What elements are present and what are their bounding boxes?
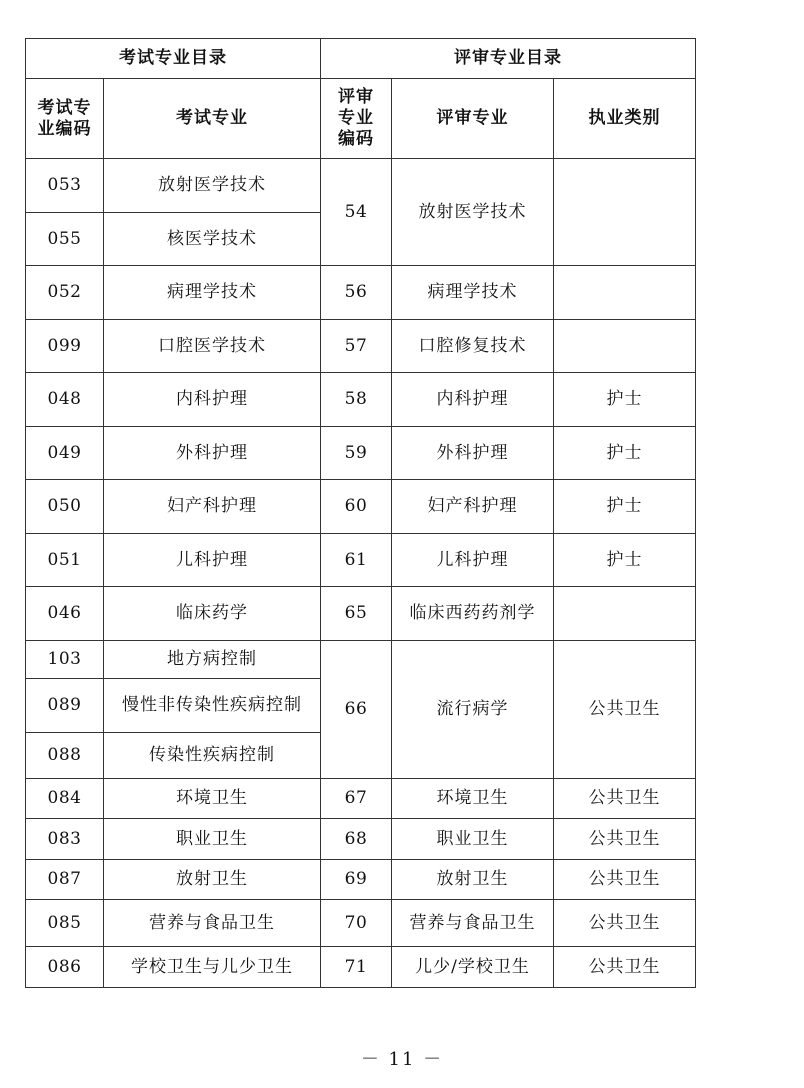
- exam-major-cell: 传染性疾病控制: [104, 733, 321, 779]
- table-row: [26, 779, 696, 819]
- exam-code-cell: 051: [26, 534, 104, 587]
- review-major-cell: 儿科护理: [392, 534, 554, 587]
- exam-code-header: 考试专业编码: [26, 79, 104, 159]
- exam-code-cell: 088: [26, 733, 104, 779]
- table-row: [26, 320, 696, 373]
- review-major-cell: 妇产科护理: [392, 480, 554, 534]
- review-major-cell: 口腔修复技术: [392, 320, 554, 373]
- exam-major-cell: 放射卫生: [104, 860, 321, 900]
- exam-major-cell: 妇产科护理: [104, 480, 321, 534]
- exam-code-cell: 055: [26, 213, 104, 266]
- exam-major-cell: 内科护理: [104, 373, 321, 427]
- exam-major-header: 考试专业: [104, 79, 321, 159]
- exam-major-cell: 营养与食品卫生: [104, 900, 321, 947]
- review-major-cell: 放射医学技术: [392, 159, 554, 266]
- table-row: [26, 427, 696, 480]
- review-code-cell: 66: [321, 641, 392, 779]
- category-cell: 公共卫生: [554, 641, 696, 779]
- category-cell: 护士: [554, 373, 696, 427]
- review-major-cell: 营养与食品卫生: [392, 900, 554, 947]
- page-number: － 11 －: [360, 1049, 444, 1070]
- exam-major-cell: 地方病控制: [104, 641, 321, 679]
- review-code-cell: 67: [321, 779, 392, 819]
- exam-code-cell: 083: [26, 819, 104, 860]
- exam-code-cell: 089: [26, 679, 104, 733]
- exam-major-cell: 口腔医学技术: [104, 320, 321, 373]
- table-row: [26, 480, 696, 534]
- exam-code-cell: 048: [26, 373, 104, 427]
- review-catalog-header: 评审专业目录: [321, 39, 696, 79]
- category-cell: 护士: [554, 427, 696, 480]
- table-row: [26, 947, 696, 988]
- table-row: [26, 534, 696, 587]
- group-header-row: [26, 39, 696, 79]
- category-cell: 公共卫生: [554, 947, 696, 988]
- review-code-cell: 59: [321, 427, 392, 480]
- exam-code-cell: 053: [26, 159, 104, 213]
- review-major-cell: 放射卫生: [392, 860, 554, 900]
- exam-code-cell: 085: [26, 900, 104, 947]
- review-major-cell: 职业卫生: [392, 819, 554, 860]
- review-major-cell: 儿少/学校卫生: [392, 947, 554, 988]
- exam-major-cell: 外科护理: [104, 427, 321, 480]
- exam-major-cell: 环境卫生: [104, 779, 321, 819]
- table-row: [26, 159, 696, 213]
- exam-major-cell: 职业卫生: [104, 819, 321, 860]
- category-cell: 护士: [554, 480, 696, 534]
- exam-code-cell: 049: [26, 427, 104, 480]
- review-code-cell: 56: [321, 266, 392, 320]
- exam-major-cell: 儿科护理: [104, 534, 321, 587]
- table-row: [26, 373, 696, 427]
- review-code-cell: 58: [321, 373, 392, 427]
- exam-code-cell: 087: [26, 860, 104, 900]
- review-major-cell: 临床西药药剂学: [392, 587, 554, 641]
- column-header-row: [26, 79, 696, 159]
- exam-major-cell: 病理学技术: [104, 266, 321, 320]
- major-catalog-table: [25, 38, 696, 988]
- category-cell: 护士: [554, 534, 696, 587]
- review-major-cell: 病理学技术: [392, 266, 554, 320]
- review-code-cell: 70: [321, 900, 392, 947]
- table-row: [26, 860, 696, 900]
- review-major-cell: 环境卫生: [392, 779, 554, 819]
- review-code-cell: 60: [321, 480, 392, 534]
- practice-category-header: 执业类别: [554, 79, 696, 159]
- review-major-cell: 外科护理: [392, 427, 554, 480]
- exam-code-cell: 084: [26, 779, 104, 819]
- review-major-cell: 流行病学: [392, 641, 554, 779]
- review-major-cell: 内科护理: [392, 373, 554, 427]
- category-cell: [554, 266, 696, 320]
- category-cell: [554, 587, 696, 641]
- review-code-cell: 71: [321, 947, 392, 988]
- review-code-cell: 65: [321, 587, 392, 641]
- category-cell: [554, 159, 696, 266]
- exam-major-cell: 临床药学: [104, 587, 321, 641]
- category-cell: 公共卫生: [554, 819, 696, 860]
- exam-code-cell: 099: [26, 320, 104, 373]
- category-cell: 公共卫生: [554, 779, 696, 819]
- exam-code-cell: 052: [26, 266, 104, 320]
- review-code-cell: 61: [321, 534, 392, 587]
- category-cell: [554, 320, 696, 373]
- table-row: [26, 587, 696, 641]
- category-cell: 公共卫生: [554, 900, 696, 947]
- review-major-header: 评审专业: [392, 79, 554, 159]
- exam-major-cell: 慢性非传染性疾病控制: [104, 679, 321, 733]
- review-code-cell: 68: [321, 819, 392, 860]
- category-cell: 公共卫生: [554, 860, 696, 900]
- exam-major-cell: 放射医学技术: [104, 159, 321, 213]
- review-code-header: 评审专业编码: [321, 79, 392, 159]
- table-row: [26, 266, 696, 320]
- review-code-cell: 54: [321, 159, 392, 266]
- exam-code-cell: 103: [26, 641, 104, 679]
- exam-major-cell: 核医学技术: [104, 213, 321, 266]
- review-code-cell: 69: [321, 860, 392, 900]
- exam-catalog-header: 考试专业目录: [26, 39, 321, 79]
- table-row: [26, 641, 696, 679]
- exam-major-cell: 学校卫生与儿少卫生: [104, 947, 321, 988]
- table-row: [26, 819, 696, 860]
- exam-code-cell: 046: [26, 587, 104, 641]
- exam-code-cell: 050: [26, 480, 104, 534]
- exam-code-cell: 086: [26, 947, 104, 988]
- table-row: [26, 900, 696, 947]
- review-code-cell: 57: [321, 320, 392, 373]
